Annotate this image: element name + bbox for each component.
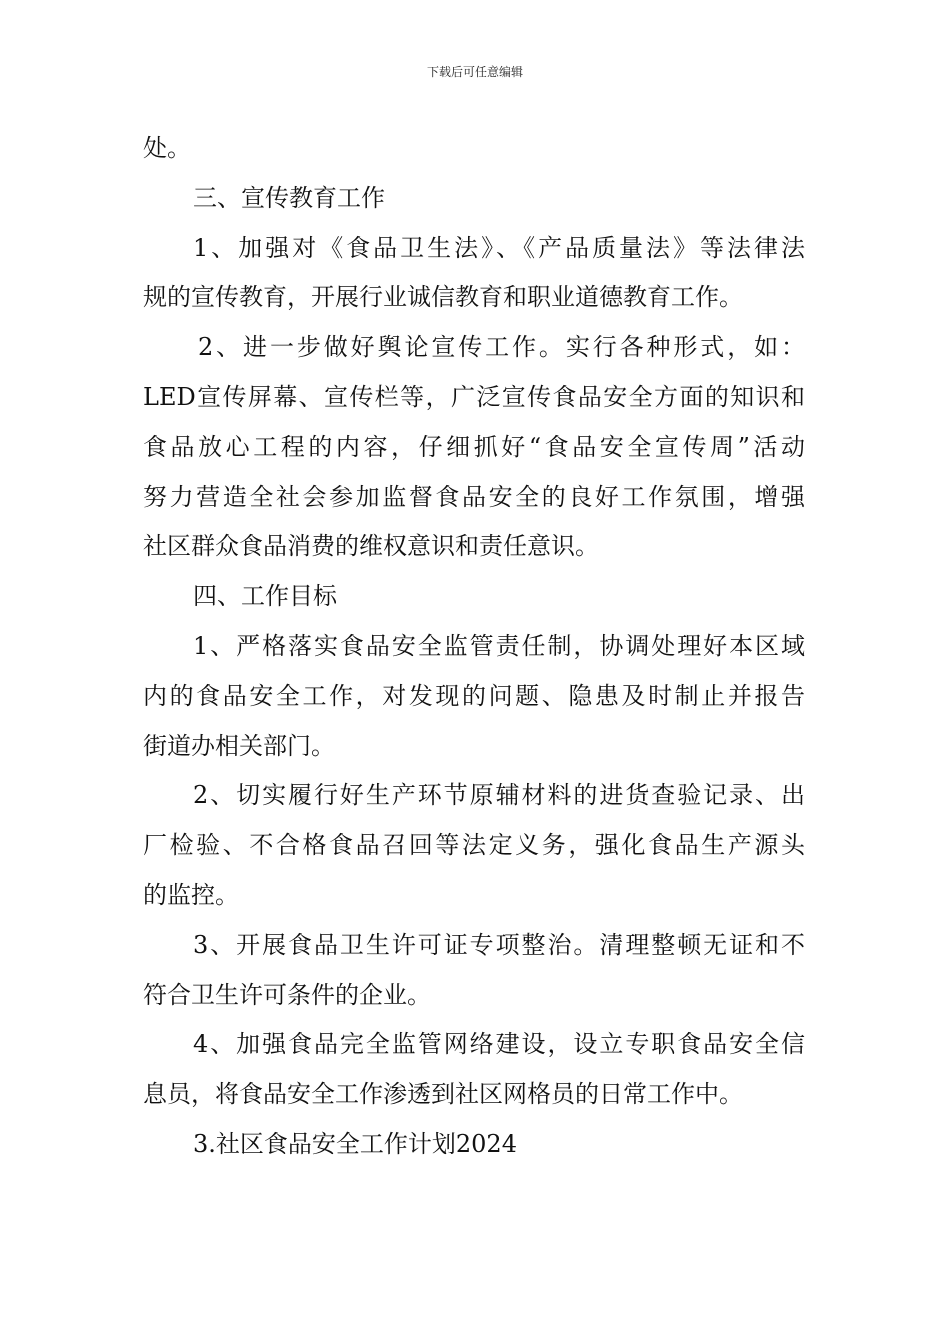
text-line: 处。 — [143, 134, 191, 162]
text-line: 规的宣传教育，开展行业诚信教育和职业道德教育工作。 — [143, 283, 743, 312]
text-line: 的监控。 — [143, 880, 239, 909]
text-line: 食品放心工程的内容，仔细抓好“食品安全宣传周”活动 — [143, 432, 805, 461]
section-heading: 三、宣传教育工作 — [193, 183, 385, 212]
text-line: 内的食品安全工作，对发现的问题、隐患及时制止并报告 — [143, 681, 805, 710]
text-line: 2、切实履行好生产环节原辅材料的进货查验记录、出 — [193, 781, 805, 810]
text-line: 街道办相关部门。 — [143, 731, 335, 760]
page-header: 下载后可任意编辑 — [426, 65, 523, 79]
text-line: LED宣传屏幕、宣传栏等，广泛宣传食品安全方面的知识和 — [143, 382, 805, 411]
text-line: 1、加强对《食品卫生法》、《产品质量法》等法律法 — [193, 233, 805, 262]
document-body — [143, 124, 805, 1170]
section-heading: 四、工作目标 — [193, 582, 337, 611]
text-line: 3、开展食品卫生许可证专项整治。清理整顿无证和不 — [193, 930, 805, 959]
text-line: 1、严格落实食品安全监管责任制，协调处理好本区域 — [193, 631, 805, 660]
text-line: 4、加强食品完全监管网络建设，设立专职食品安全信 — [193, 1030, 805, 1059]
section-heading: 3.社区食品安全工作计划2024 — [193, 1129, 517, 1158]
text-line: 努力营造全社会参加监督食品安全的良好工作氛围，增强 — [143, 482, 805, 511]
text-line: 厂检验、不合格食品召回等法定义务，强化食品生产源头 — [143, 831, 805, 860]
text-line: 息员，将食品安全工作渗透到社区网格员的日常工作中。 — [143, 1080, 743, 1109]
text-line: 2、进一步做好舆论宣传工作。实行各种形式，如： — [198, 333, 805, 362]
text-line: 社区群众食品消费的维权意识和责任意识。 — [143, 532, 599, 561]
text-line: 符合卫生许可条件的企业。 — [143, 980, 431, 1009]
